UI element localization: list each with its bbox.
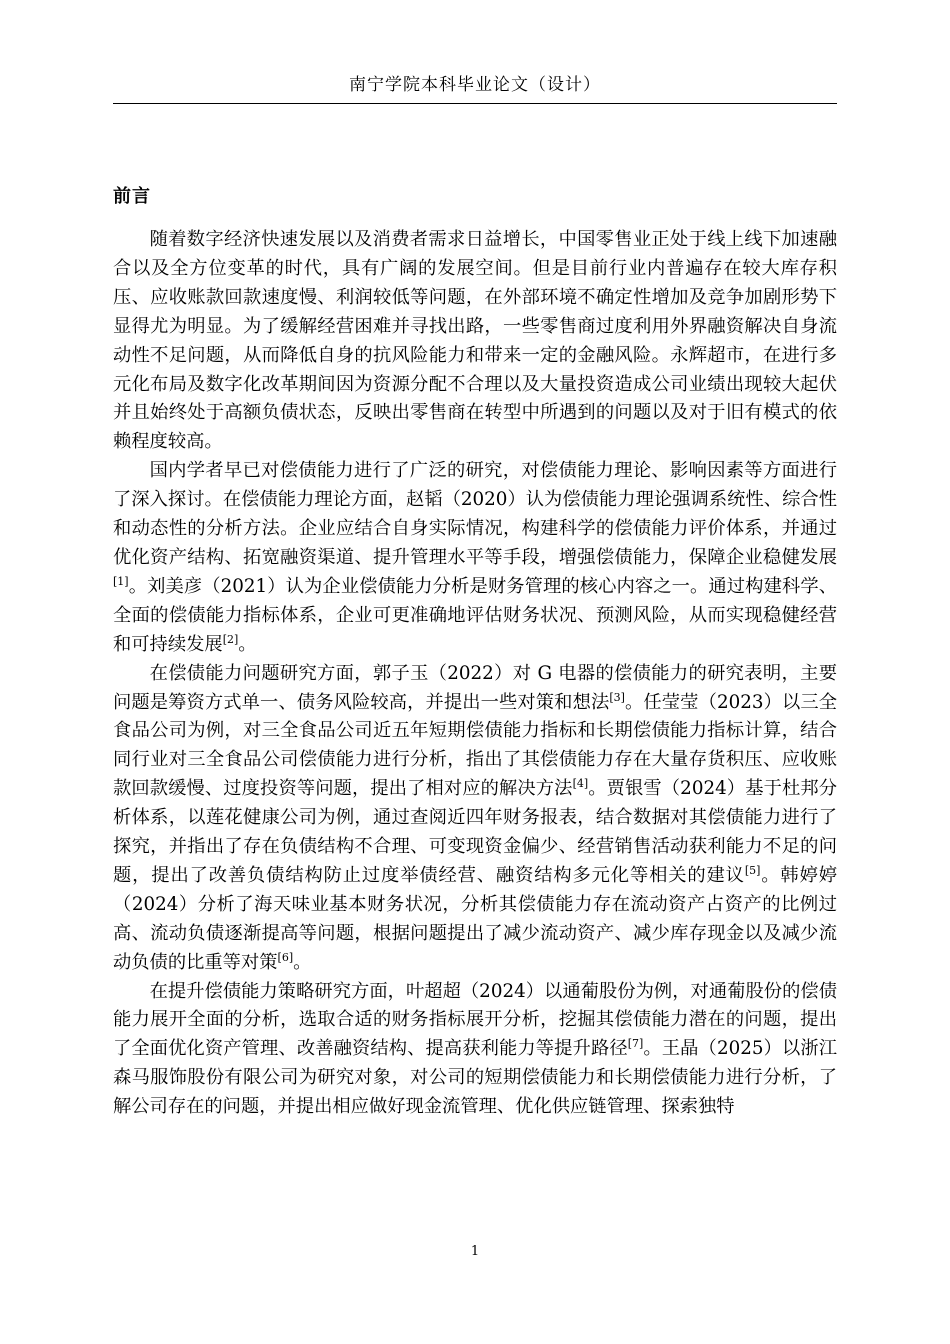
paragraph-text: 。王晶（2025）以浙江森马服饰股份有限公司为研究对象，对公司的短期偿债能力和长期偿债能力进行分析，了解公司存在的问题，并提出相应做好现金流管理、优化供应链管理、探索独特 (113, 1038, 837, 1118)
body-paragraph (113, 226, 837, 457)
paragraph-text: 随着数字经济快速发展以及消费者需求日益增长，中国零售业正处于线上线下加速融合以及全方位变革的时代，具有广阔的发展空间。但是目前行业内普遍存在较大库存积压、应收账款回款速度慢、利润较低等问题，在外部环境不确定性增加及竞争加剧形势下显得尤为明显。为了缓解经营困难并寻找出路，一些零售商过度利用外界融资解决自身流动性不足问题，从而降低自身的抗风险能力和带来一定的金融风险。永辉超市，在进行多元化布局及数字化改革期间因为资源分配不合理以及大量投资造成公司业绩出现较大起伏并且始终处于高额负债状态，反映出零售商在转型中所遇到的问题以及对于旧有模式的依赖程度较高。 (113, 229, 837, 453)
body-paragraph (113, 978, 837, 1123)
header-divider (113, 103, 837, 104)
paragraph-text: 。 (238, 633, 257, 655)
running-header: 南宁学院本科毕业论文（设计） (349, 75, 601, 95)
paragraph-text: 。贾银雪（2024）基于杜邦分析体系，以莲花健康公司为例，通过查阅近四年财务报表，结合数据对其偿债能力进行了探究，并指出了存在负债结构不合理、可变现资金偏少、经营销售活动获利能力不足的问题，提出了改善负债结构防止过度举债经营、融资结构多元化等相关的建议 (113, 778, 838, 886)
citation-ref: [5] (744, 863, 761, 877)
citation-ref: [2] (222, 632, 239, 646)
citation-ref: [6] (277, 950, 294, 964)
paragraph-text: 在偿债能力问题研究方面，郭子玉（2022）对 G 电器的偿债能力的研究表明，主要问题是筹资方式单一、债务风险较高，并提出一些对策和想法 (113, 662, 837, 713)
paragraph-text: 。任莹莹（2023）以三全食品公司为例，对三全食品公司近五年短期偿债能力指标和长期偿债能力指标计算，结合同行业对三全食品公司偿债能力进行分析，指出了其偿债能力存在大量存货积压、应收账款回款缓慢、过度投资等问题，提出了相对应的解决方法 (113, 691, 838, 800)
citation-ref: [3] (609, 690, 625, 704)
paragraph-text: 。刘美彦（2021）认为企业偿债能力分析是财务管理的核心内容之一。通过构建科学、全面的偿债能力指标体系，企业可更准确地评估财务状况、预测风险，从而实现稳健经营和可持续发展 (113, 575, 837, 655)
body-paragraph (113, 457, 837, 659)
page-number: 1 (470, 1244, 480, 1259)
paragraph-text: 在提升偿债能力策略研究方面，叶超超（2024）以通葡股份为例，对通葡股份的偿债能力展开全面的分析，选取合适的财务指标展开分析，挖掘其偿债能力潜在的问题，提出了全面优化资产管理、改善融资结构、提高获利能力等提升路径 (113, 980, 837, 1060)
paragraph-text: 。韩婷婷（2024）分析了海天味业基本财务状况，分析其偿债能力存在流动资产占资产的比例过高、流动负债逐渐提高等问题，根据问题提出了减少流动资产、减少库存现金以及减少流动负债的比重等对策 (113, 864, 838, 973)
body-text (113, 226, 837, 1122)
citation-ref: [4] (572, 777, 589, 791)
section-title: 前言 (113, 186, 151, 207)
paragraph-text: 国内学者早已对偿债能力进行了广泛的研究，对偿债能力理论、影响因素等方面进行了深入探讨。在偿债能力理论方面，赵韬（2020）认为偿债能力理论强调系统性、综合性和动态性的分析方法。企业应结合自身实际情况，构建科学的偿债能力评价体系，并通过优化资产结构、拓宽融资渠道、提升管理水平等手段，增强偿债能力，保障企业稳健发展 (113, 460, 837, 568)
citation-ref: [7] (627, 1037, 644, 1051)
body-paragraph (113, 660, 837, 978)
paragraph-text: 。 (293, 951, 312, 973)
citation-ref: [1] (113, 574, 129, 588)
